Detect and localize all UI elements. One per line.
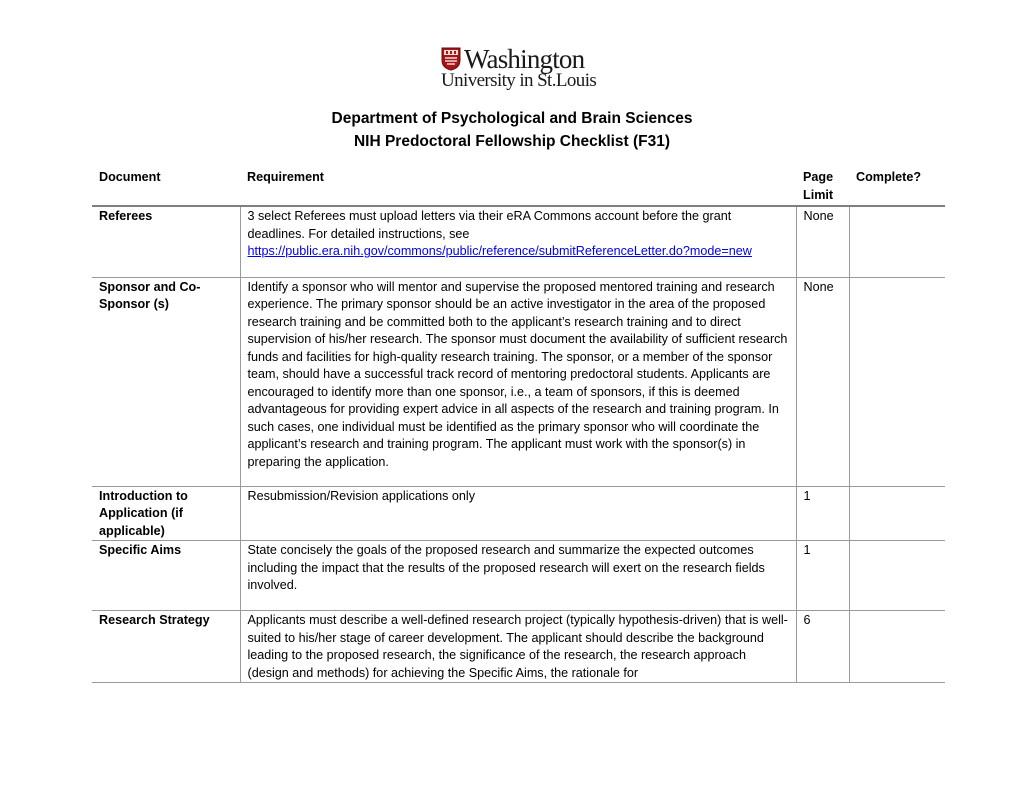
page-limit-cell: 1: [796, 486, 849, 541]
header-complete: Complete?: [849, 168, 945, 206]
table-row: [92, 206, 945, 277]
document-cell: Sponsor and Co-Sponsor (s): [92, 277, 240, 486]
table-row: [92, 541, 945, 611]
document-cell: Research Strategy: [92, 611, 240, 683]
department-title: Department of Psychological and Brain Sciences: [331, 110, 693, 127]
university-logo: [441, 44, 597, 92]
requirement-cell: State concisely the goals of the proposed research and summarize the expected outcomes including the impact that the results of the proposed research will exert on the research fields involved.: [240, 541, 796, 611]
requirement-text: 3 select Referees must upload letters via their eRA Commons account before the grant deadlines. For detailed instructions, see: [247, 209, 732, 241]
complete-cell[interactable]: [849, 486, 945, 541]
header-document: Document: [92, 168, 240, 206]
table-row: [92, 277, 945, 486]
page-limit-cell: None: [796, 277, 849, 486]
logo-wordmark-line2: University in St.Louis: [441, 70, 597, 91]
checklist-title: NIH Predoctoral Fellowship Checklist (F31): [353, 133, 671, 150]
complete-cell[interactable]: [849, 206, 945, 277]
page-limit-cell: 6: [796, 611, 849, 683]
complete-cell[interactable]: [849, 541, 945, 611]
reference-letter-link[interactable]: https://public.era.nih.gov/commons/public/reference/submitReferenceLetter.do?mode=new: [247, 244, 752, 258]
document-cell: Referees: [92, 206, 240, 277]
document-cell: Specific Aims: [92, 541, 240, 611]
table-row: [92, 486, 945, 541]
complete-cell[interactable]: [849, 277, 945, 486]
requirement-cell: [240, 206, 796, 277]
requirement-cell: Applicants must describe a well-defined research project (typically hypothesis-driven) that is well-suited to his/her stage of career development. The applicant should describe the background leading to the proposed research, the significance of the research, the research approach (design and methods) for achieving the Specific Aims, the rationale for: [240, 611, 796, 683]
table-row: [92, 611, 945, 683]
header-page-limit: Page Limit: [796, 168, 849, 206]
table-header-row: [92, 168, 945, 206]
complete-cell[interactable]: [849, 611, 945, 683]
page-limit-cell: None: [796, 206, 849, 277]
page-limit-cell: 1: [796, 541, 849, 611]
logo-wordmark-line1: Washington: [464, 44, 585, 74]
university-shield-icon: [441, 47, 461, 71]
header-requirement: Requirement: [240, 168, 796, 206]
requirement-cell: Identify a sponsor who will mentor and supervise the proposed mentored training and research experience. The primary sponsor should be an active investigator in the area of the proposed research training and be committed both to the applicant’s research training and to direct supervision of his/her research. The sponsor must document the availability of sufficient research funds and facilities for high-quality research training. The sponsor, or a member of the sponsor team, should have a successful track record of mentoring predoctoral students. Applicants are encouraged to identify more than one sponsor, i.e., a team of sponsors, if this is deemed advantageous for providing expert advice in all aspects of the research and training program. In such cases, one individual must be identified as the primary sponsor who will coordinate the applicant’s research and training program. The applicant must work with the sponsor(s) in preparing the application.: [240, 277, 796, 486]
document-cell: Introduction to Application (if applicable): [92, 486, 240, 541]
checklist-table: [92, 168, 945, 683]
requirement-cell: Resubmission/Revision applications only: [240, 486, 796, 541]
